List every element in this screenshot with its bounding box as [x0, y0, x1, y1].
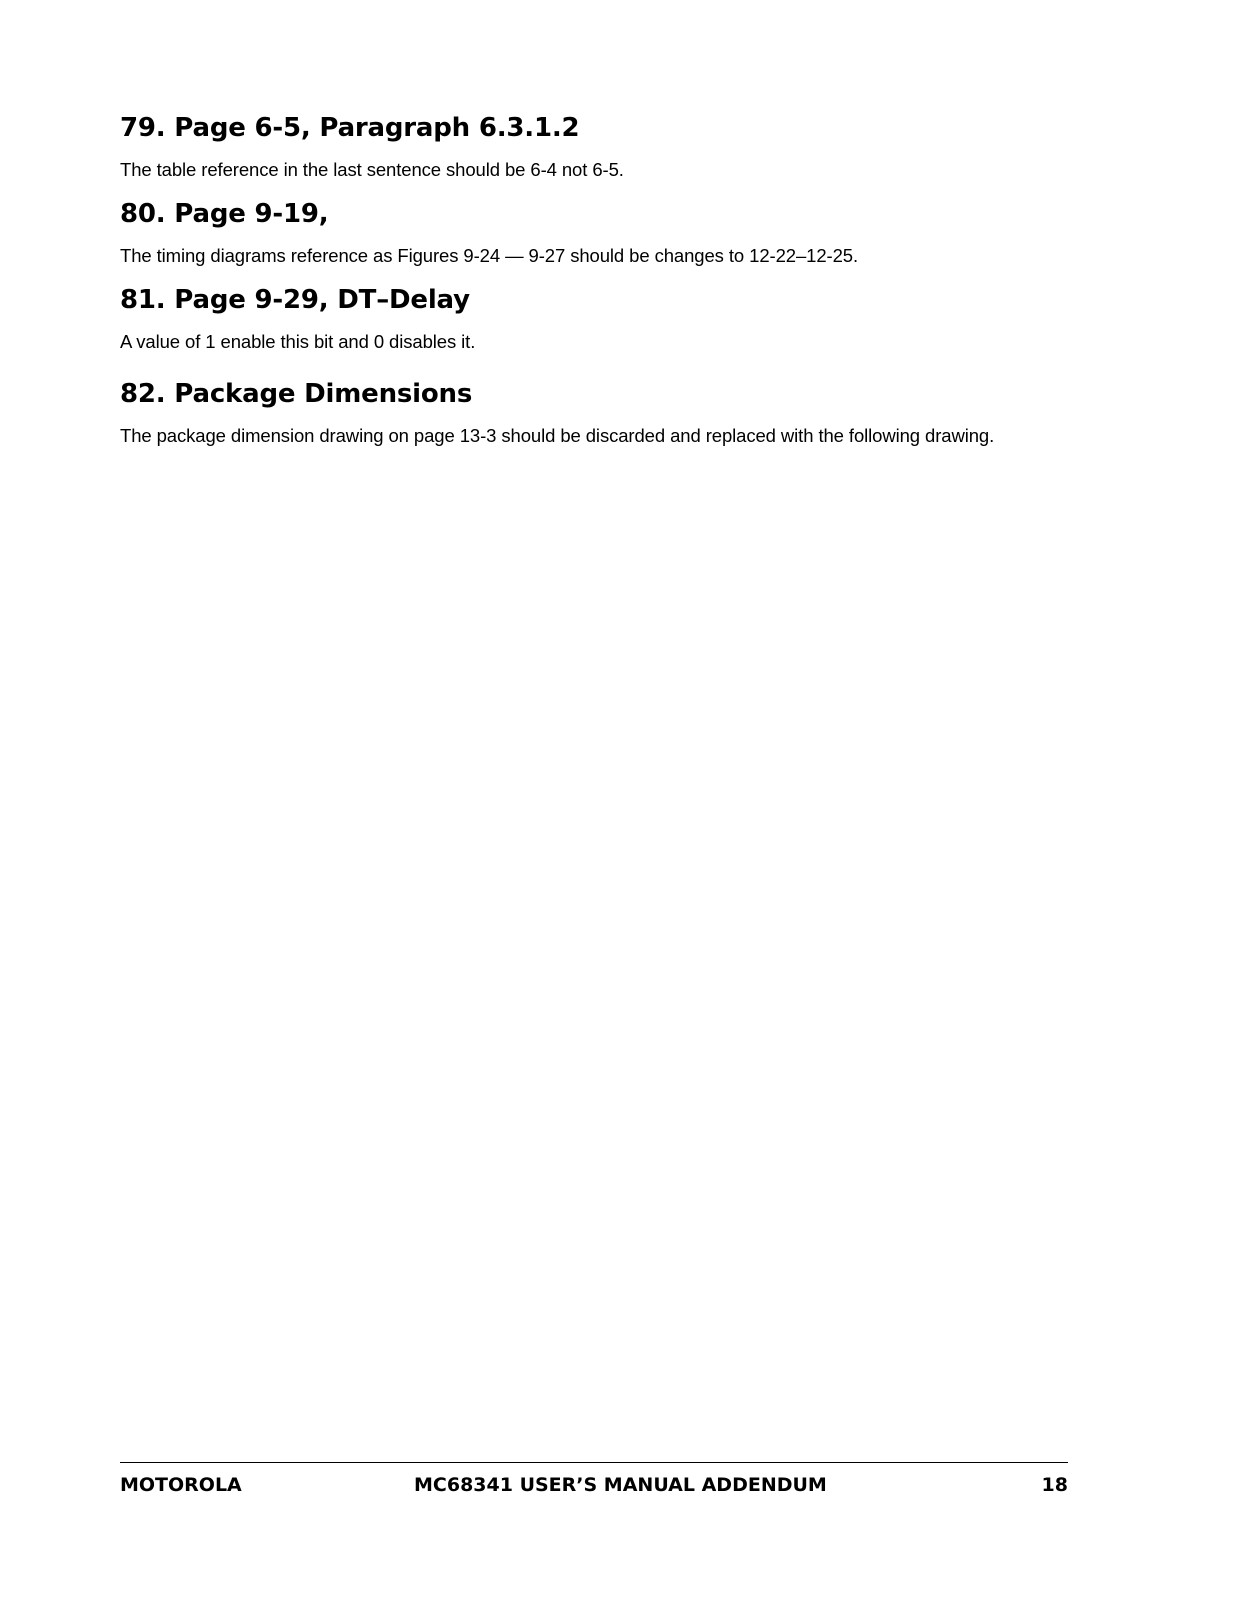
section-body: The table reference in the last sentence should be 6-4 not 6-5.: [120, 159, 624, 180]
section-body: The timing diagrams reference as Figures 9-24 — 9-27 should be changes to 12-22–12-25.: [120, 245, 858, 266]
section-81: [120, 284, 1110, 354]
page-content: [120, 112, 1110, 448]
section-79: [120, 112, 1110, 182]
section-82: [120, 378, 1110, 448]
footer-row: [120, 1471, 1068, 1499]
footer-divider: [120, 1462, 1068, 1463]
section-80: [120, 198, 1110, 268]
page-footer: [120, 1462, 1068, 1499]
section-heading: 79. Page 6-5, Paragraph 6.3.1.2: [120, 113, 580, 143]
footer-document-title: MC68341 USER’S MANUAL ADDENDUM: [414, 1474, 827, 1496]
section-heading: 81. Page 9-29, DT–Delay: [120, 285, 470, 315]
section-heading: 82. Package Dimensions: [120, 379, 473, 409]
section-heading: 80. Page 9-19,: [120, 199, 329, 229]
section-body: A value of 1 enable this bit and 0 disables it.: [120, 331, 476, 352]
section-body: The package dimension drawing on page 13-3 should be discarded and replaced with the following drawing.: [120, 425, 995, 446]
footer-company: MOTOROLA: [120, 1474, 242, 1496]
footer-page-number: 18: [1041, 1474, 1068, 1496]
